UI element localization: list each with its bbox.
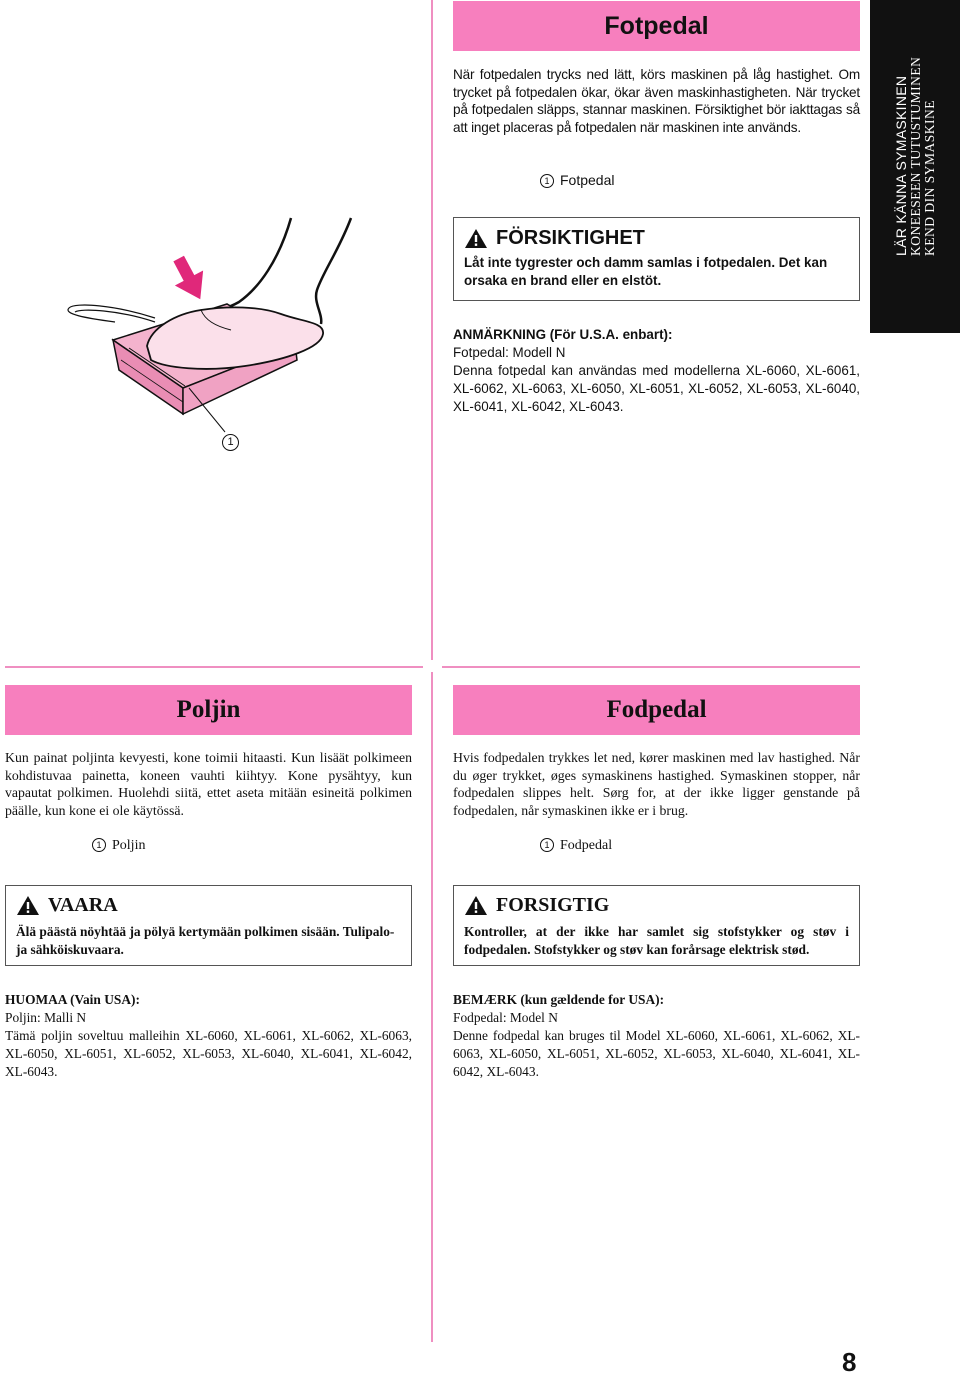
fi-caption-text: Poljin	[112, 838, 146, 853]
warning-triangle-icon	[16, 895, 40, 916]
side-tab-line1: LÄR KÄNNA SYMASKINEN	[893, 75, 909, 256]
sv-caption	[540, 172, 614, 188]
page-number: 8	[842, 1347, 857, 1377]
fi-note-text: Tämä poljin soveltuu malleihin XL-6060, XL-6061, XL-6062, XL-6063, XL-6050, XL-6051, XL-6052, XL-6053, XL-6040, XL-6041, XL-6042, XL-6043.	[5, 1028, 412, 1079]
fi-body: Kun painat poljinta kevyesti, kone toimii hitaasti. Kun lisäät polkimeen kohdistuvaa painetta, koneen vauhti kiihtyy. Kone pysähtyy, kun vapautat polkimen. Huolehdi siitä, ettet aseta mitään esineitä polkimen päälle, kun kone ei ole käytössä.	[5, 750, 412, 818]
da-warning-title: FORSIGTIG	[496, 894, 610, 916]
illustration-callout-number: 1	[222, 434, 239, 451]
fi-caption	[92, 838, 145, 854]
da-title-bar	[453, 685, 860, 735]
da-note	[453, 991, 860, 1081]
illustration-callout	[222, 433, 245, 451]
sv-note	[453, 326, 860, 416]
fi-caption-number: 1	[92, 838, 106, 852]
warning-triangle-icon	[464, 228, 488, 249]
fi-warning-text: Älä päästä nöyhtää ja pölyä kertymään polkimen sisään. Tulipalo- ja sähköiskuvaara.	[16, 924, 395, 957]
sv-note-model: Fotpedal: Modell N	[453, 345, 566, 360]
da-warning-heading	[464, 894, 849, 917]
column-divider-bottom	[431, 672, 433, 1342]
sv-warning-box	[453, 217, 860, 301]
fi-warning-title: VAARA	[48, 894, 118, 916]
fi-note-model: Poljin: Malli N	[5, 1010, 87, 1025]
fi-title-bar	[5, 685, 412, 735]
sv-caption-text: Fotpedal	[560, 172, 615, 188]
section-rule-left	[5, 666, 423, 668]
da-warning-text: Kontroller, at der ikke har samlet sig stofstykker og støv i fodpedalen. Stofstykker og støv kan forårsage elektrisk stød.	[464, 924, 849, 957]
fi-warning-heading	[16, 894, 401, 917]
sv-title-bar	[453, 1, 860, 51]
da-title: Fodpedal	[606, 696, 707, 723]
warning-triangle-icon	[464, 895, 488, 916]
fi-note-title: HUOMAA (Vain USA):	[5, 992, 140, 1007]
da-caption-text: Fodpedal	[560, 838, 613, 853]
section-rule-right	[442, 666, 860, 668]
da-note-title: BEMÆRK (kun gældende for USA):	[453, 992, 665, 1007]
side-tab-line3: KEND DIN SYMASKINE	[922, 100, 937, 256]
da-note-text: Denne fodpedal kan bruges til Model XL-6060, XL-6061, XL-6062, XL-6063, XL-6050, XL-6051, XL-6052, XL-6053, XL-6040, XL-6041, XL-6042, XL-6043.	[453, 1028, 860, 1079]
sv-note-title: ANMÄRKNING (För U.S.A. enbart):	[453, 327, 673, 342]
sv-warning-heading	[464, 227, 849, 250]
da-caption-number: 1	[540, 838, 554, 852]
sv-warning-title: FÖRSIKTIGHET	[496, 227, 645, 249]
foot-pedal-illustration	[55, 210, 355, 460]
fi-note	[5, 991, 412, 1081]
sv-warning-text: Låt inte tygrester och damm samlas i fotpedalen. Det kan orsaka en brand eller en elstöt.	[464, 255, 828, 288]
sv-body: När fotpedalen trycks ned lätt, körs maskinen på låg hastighet. Om trycket på fotpedalen ökar, ökar även maskinhastigheten. När trycket på fotpedalen släpps, stannar maskinen. Försiktighet bör iakttagas så att inget placeras på fotpedalen när maskinen inte används.	[453, 67, 860, 135]
sv-title: Fotpedal	[604, 12, 709, 40]
sv-note-text: Denna fotpedal kan användas med modellerna XL-6060, XL-6061, XL-6062, XL-6063, XL-6050, XL-6051, XL-6052, XL-6053, XL-6040, XL-6041, XL-6042, XL-6043.	[453, 363, 860, 414]
da-note-model: Fodpedal: Model N	[453, 1010, 558, 1025]
da-caption	[540, 838, 612, 854]
fi-title: Poljin	[176, 696, 241, 723]
side-tab	[870, 0, 960, 333]
fi-warning-box	[5, 885, 412, 966]
sv-caption-number: 1	[540, 174, 554, 188]
column-divider-top	[431, 0, 433, 660]
da-warning-box	[453, 885, 860, 966]
da-body: Hvis fodpedalen trykkes let ned, kører maskinen med lav hastighed. Når du øger trykket, øges symaskinens hastighed. Symaskinen stopper, når fodpedalen slippes helt. Sørg for, at der ikke ligger genstande på fodpedalen, når symaskinen ikke er i brug.	[453, 750, 860, 818]
side-tab-line2: KONEESEEN TUTUSTUMINEN	[908, 56, 923, 256]
